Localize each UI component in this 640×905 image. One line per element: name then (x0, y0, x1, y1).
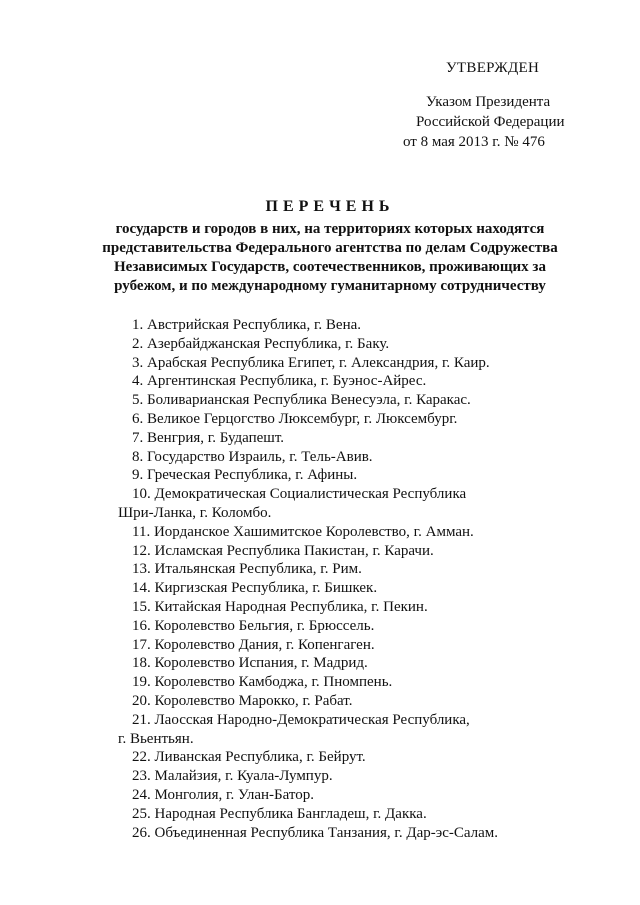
list-item-text: 1. Австрийская Республика, г. Вена. (132, 317, 362, 333)
list-item-text: 5. Боливарианская Республика Венесуэла, г. Каракас. (132, 392, 471, 409)
list-item-text: 15. Китайская Народная Республика, г. Пекин. (132, 598, 428, 615)
list-item-text: 20. Королевство Марокко, г. Рабат. (132, 692, 353, 709)
list-item-text: 18. Королевство Испания, г. Мадрид. (132, 655, 368, 672)
list-item (118, 372, 598, 391)
approval-block (400, 58, 600, 152)
list-item (118, 786, 598, 805)
list-item-text: 11. Иорданское Хашимитское Королевство, г. Амман. (132, 523, 474, 540)
list-item-text: 14. Киргизская Республика, г. Бишкек. (132, 580, 378, 597)
list-item (118, 636, 598, 655)
list-item (118, 767, 598, 786)
country-list (118, 316, 598, 842)
list-item-text: 23. Малайзия, г. Куала-Лумпур. (132, 768, 333, 785)
list-item-text: 2. Азербайджанская Республика, г. Баку. (132, 335, 390, 352)
list-item (118, 673, 598, 692)
list-item (118, 354, 598, 373)
list-item-text: 9. Греческая Республика, г. Афины. (132, 467, 358, 484)
list-item (118, 692, 598, 711)
list-item-text: 7. Венгрия, г. Будапешт. (132, 429, 285, 446)
approval-line-3: от 8 мая 2013 г. № 476 (403, 134, 545, 150)
list-item (118, 617, 598, 636)
list-item (118, 429, 598, 448)
document-subtitle (80, 220, 580, 296)
list-item (118, 711, 598, 749)
subtitle-line: государств и городов в них, на территориях которых находятся (115, 221, 545, 237)
list-item (118, 824, 598, 843)
list-item (118, 748, 598, 767)
list-item (118, 316, 598, 335)
list-item (118, 485, 598, 523)
list-item (118, 466, 598, 485)
list-item (118, 654, 598, 673)
list-item (118, 523, 598, 542)
subtitle-line: рубежом, и по международному гуманитарному сотрудничеству (114, 278, 546, 294)
subtitle-line: Независимых Государств, соотечественников, проживающих за (114, 259, 546, 275)
list-item-text: 6. Великое Герцогство Люксембург, г. Люксембург. (132, 410, 458, 427)
list-item-text: 19. Королевство Камбоджа, г. Пномпень. (132, 674, 393, 691)
list-item-text: 17. Королевство Дания, г. Копенгаген. (132, 636, 375, 653)
list-item-text: 24. Монголия, г. Улан-Батор. (132, 786, 315, 803)
list-item (118, 410, 598, 429)
list-item (118, 335, 598, 354)
list-item-text: 12. Исламская Республика Пакистан, г. Карачи. (132, 542, 434, 559)
approval-line-2: Российской Федерации (416, 114, 565, 130)
list-item-text: 13. Итальянская Республика, г. Рим. (132, 561, 362, 578)
document-title: ПЕРЕЧЕНЬ (265, 198, 395, 215)
list-item (118, 579, 598, 598)
subtitle-line: представительства Федерального агентства по делам Содружества (102, 240, 558, 256)
approval-stamp: УТВЕРЖДЕН (446, 60, 540, 76)
list-item (118, 805, 598, 824)
list-item-continuation: г. Вьентьян. (118, 730, 194, 747)
list-item-text: 25. Народная Республика Бангладеш, г. Дакка. (132, 805, 427, 822)
list-item-text: 10. Демократическая Социалистическая Республика (132, 486, 467, 503)
document-heading (80, 196, 580, 296)
list-item-text: 21. Лаосская Народно-Демократическая Республика, (132, 711, 470, 728)
list-item-text: 8. Государство Израиль, г. Тель-Авив. (132, 448, 373, 465)
list-item-text: 3. Арабская Республика Египет, г. Александрия, г. Каир. (132, 354, 490, 371)
list-item-text: 4. Аргентинская Республика, г. Буэнос-Айрес. (132, 373, 427, 390)
list-item-text: 26. Объединенная Республика Танзания, г. Дар-эс-Салам. (132, 824, 499, 841)
list-item (118, 560, 598, 579)
list-item-continuation: Шри-Ланка, г. Коломбо. (118, 504, 272, 521)
list-item (118, 448, 598, 467)
list-item (118, 542, 598, 561)
list-item (118, 598, 598, 617)
approval-line-1: Указом Президента (426, 94, 551, 110)
list-item-text: 22. Ливанская Республика, г. Бейрут. (132, 749, 366, 766)
list-item (118, 391, 598, 410)
list-item-text: 16. Королевство Бельгия, г. Брюссель. (132, 617, 375, 634)
